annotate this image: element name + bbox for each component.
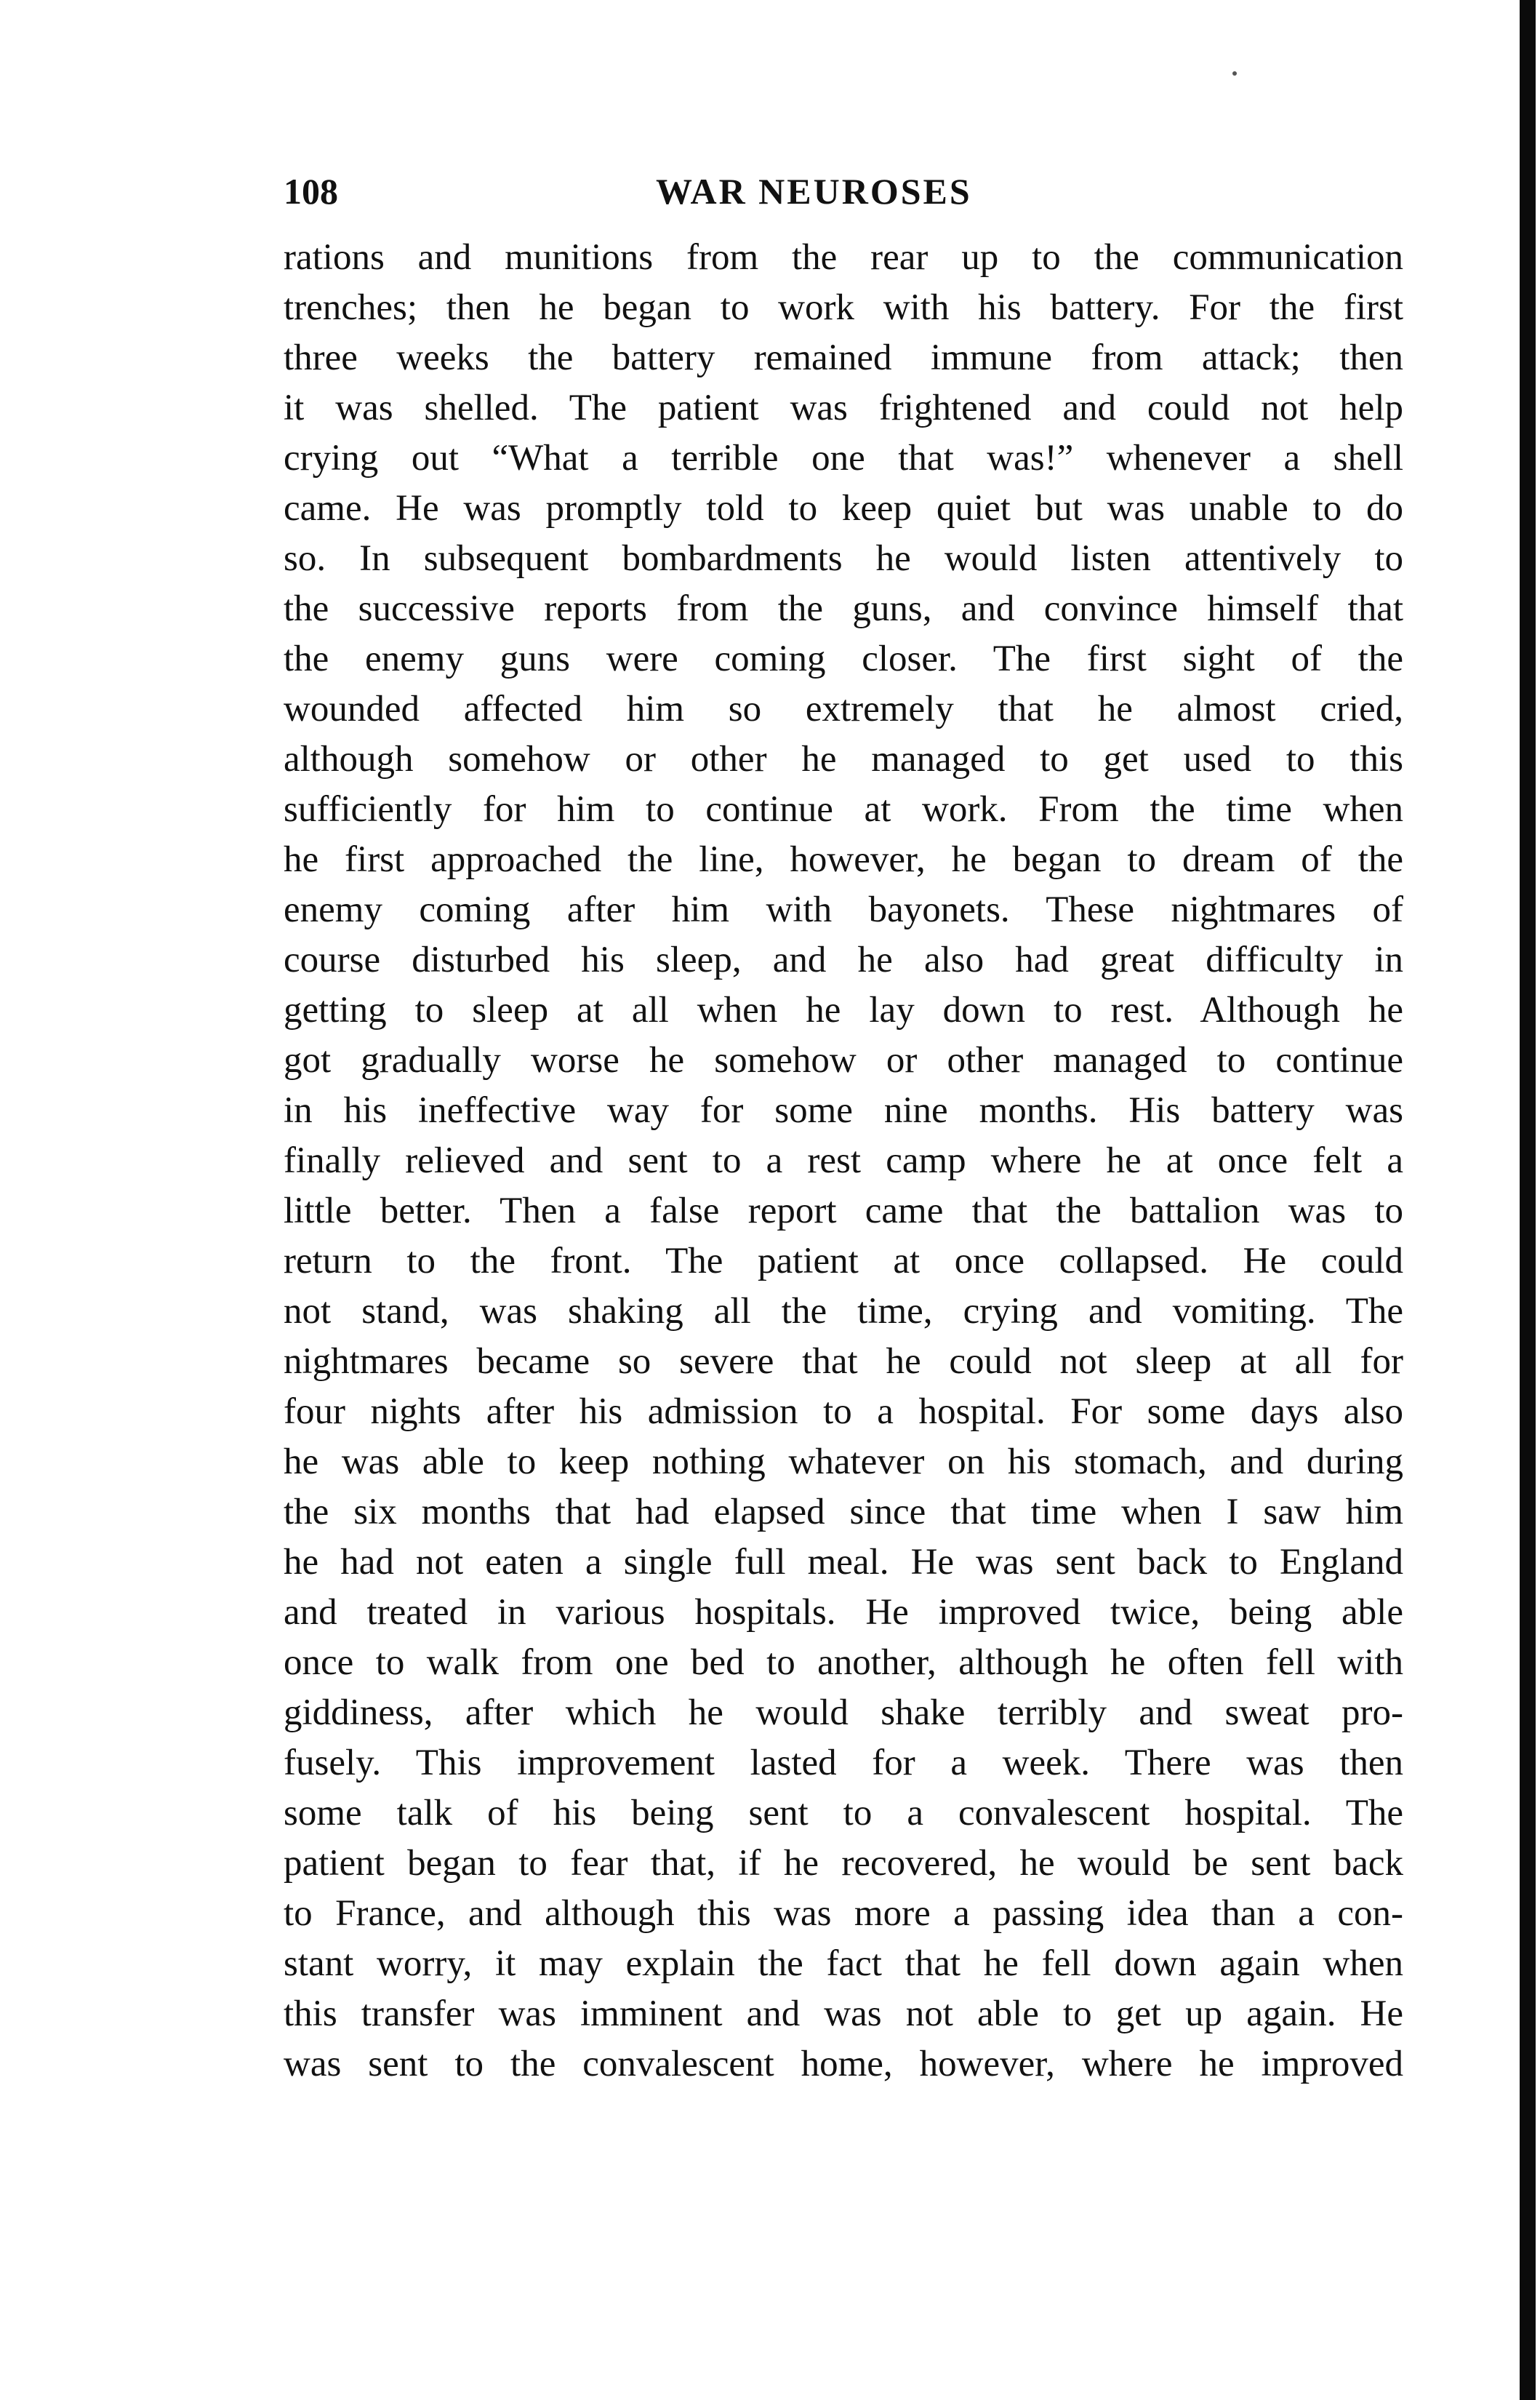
text-line: three weeks the battery remained immune from attack; then bbox=[284, 337, 1403, 378]
text-line: although somehow or other he managed to get used to this bbox=[284, 739, 1403, 780]
text-line: was sent to the convalescent home, however, where he improved bbox=[284, 2044, 1403, 2084]
text-line: he was able to keep nothing whatever on his stomach, and during bbox=[284, 1441, 1403, 1482]
text-line: course disturbed his sleep, and he also had great difficulty in bbox=[284, 940, 1403, 980]
text-line: rations and munitions from the rear up to the communication bbox=[284, 237, 1403, 278]
text-line: fusely. This improvement lasted for a week. There was then bbox=[284, 1743, 1403, 1783]
text-line: and treated in various hospitals. He improved twice, being able bbox=[284, 1592, 1403, 1633]
text-line: enemy coming after him with bayonets. These nightmares of bbox=[284, 889, 1403, 930]
page-number: 108 bbox=[284, 171, 338, 212]
body-text bbox=[284, 233, 1403, 2089]
text-line: the enemy guns were coming closer. The first sight of the bbox=[284, 639, 1403, 679]
text-line: once to walk from one bed to another, although he often fell with bbox=[284, 1642, 1403, 1683]
text-line: trenches; then he began to work with his battery. For the first bbox=[284, 287, 1403, 328]
text-line: it was shelled. The patient was frightened and could not help bbox=[284, 388, 1403, 428]
text-line: the six months that had elapsed since that time when I saw him bbox=[284, 1492, 1403, 1532]
text-line: so. In subsequent bombardments he would listen attentively to bbox=[284, 538, 1403, 579]
text-line: nightmares became so severe that he could not sleep at all for bbox=[284, 1341, 1403, 1382]
text-line: to France, and although this was more a passing idea than a con- bbox=[284, 1893, 1403, 1934]
text-line: he had not eaten a single full meal. He was sent back to England bbox=[284, 1542, 1403, 1583]
ink-speck bbox=[1232, 71, 1237, 76]
text-line: four nights after his admission to a hospital. For some days also bbox=[284, 1391, 1403, 1432]
text-line: patient began to fear that, if he recovered, he would be sent back bbox=[284, 1843, 1403, 1884]
text-line: in his ineffective way for some nine months. His battery was bbox=[284, 1090, 1403, 1131]
text-line: little better. Then a false report came that the battalion was to bbox=[284, 1191, 1403, 1231]
text-line: not stand, was shaking all the time, crying and vomiting. The bbox=[284, 1291, 1403, 1332]
text-line: wounded affected him so extremely that he almost cried, bbox=[284, 689, 1403, 729]
text-line: giddiness, after which he would shake terribly and sweat pro- bbox=[284, 1692, 1403, 1733]
text-line: got gradually worse he somehow or other managed to continue bbox=[284, 1040, 1403, 1081]
text-line: the successive reports from the guns, and convince himself that bbox=[284, 588, 1403, 629]
text-line: stant worry, it may explain the fact that he fell down again when bbox=[284, 1943, 1403, 1984]
text-line: getting to sleep at all when he lay down to rest. Although he bbox=[284, 990, 1403, 1031]
text-line: he first approached the line, however, he began to dream of the bbox=[284, 839, 1403, 880]
running-title: WAR NEUROSES bbox=[656, 171, 972, 212]
text-line: crying out “What a terrible one that was!” whenever a shell bbox=[284, 438, 1403, 479]
text-line: sufficiently for him to continue at work. From the time when bbox=[284, 789, 1403, 830]
text-line: finally relieved and sent to a rest camp where he at once felt a bbox=[284, 1140, 1403, 1181]
text-line: some talk of his being sent to a convalescent hospital. The bbox=[284, 1793, 1403, 1833]
text-line: this transfer was imminent and was not able to get up again. He bbox=[284, 1993, 1403, 2034]
page-edge-border bbox=[1520, 0, 1536, 2400]
text-line: return to the front. The patient at once collapsed. He could bbox=[284, 1241, 1403, 1281]
text-line: came. He was promptly told to keep quiet but was unable to do bbox=[284, 488, 1403, 529]
running-head bbox=[284, 166, 1418, 217]
